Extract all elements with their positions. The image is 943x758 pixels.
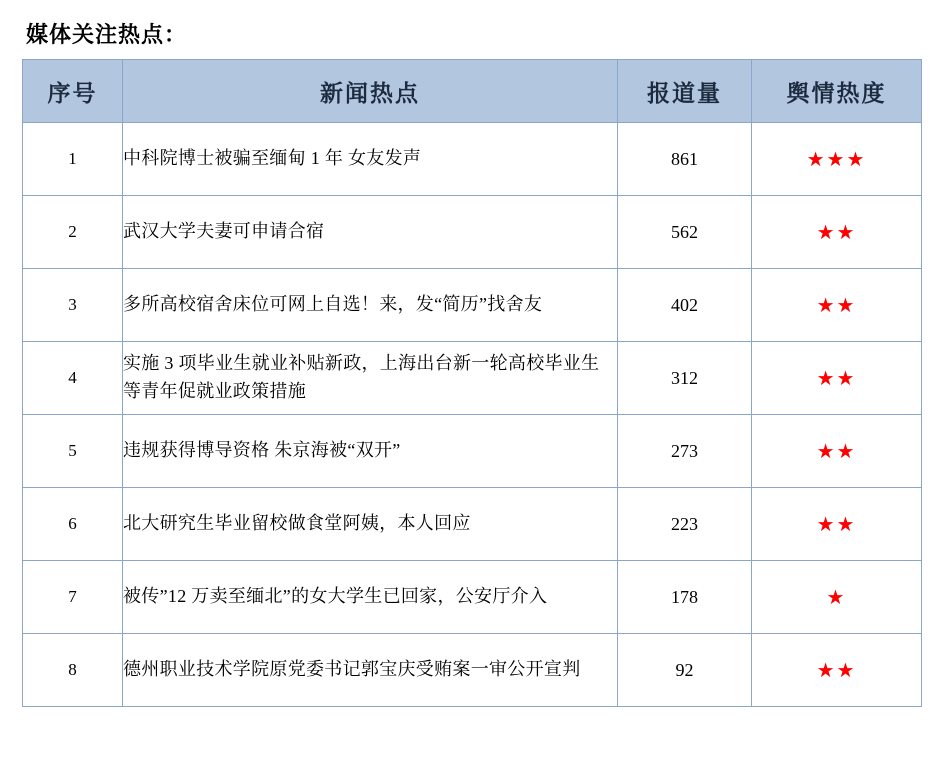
- cell-heat-rating: [752, 634, 922, 707]
- table-header-row: [23, 60, 922, 123]
- cell-index: 1: [23, 123, 123, 196]
- cell-news-hotspot: 武汉大学夫妻可申请合宿: [123, 196, 618, 269]
- cell-news-hotspot: 中科院博士被骗至缅甸 1 年 女友发声: [123, 123, 618, 196]
- star-icon: ★★: [816, 440, 857, 463]
- cell-news-hotspot: 实施 3 项毕业生就业补贴新政，上海出台新一轮高校毕业生等青年促就业政策措施: [123, 342, 618, 415]
- cell-heat-rating: [752, 269, 922, 342]
- cell-index: 8: [23, 634, 123, 707]
- cell-heat-rating: [752, 196, 922, 269]
- cell-news-hotspot: 北大研究生毕业留校做食堂阿姨，本人回应: [123, 488, 618, 561]
- column-header-count: 报道量: [618, 60, 752, 123]
- cell-index: 5: [23, 415, 123, 488]
- star-icon: ★★: [816, 513, 857, 536]
- cell-report-count: 92: [618, 634, 752, 707]
- cell-report-count: 562: [618, 196, 752, 269]
- cell-heat-rating: [752, 342, 922, 415]
- column-header-heat: 舆情热度: [752, 60, 922, 123]
- page-title: 媒体关注热点：: [26, 22, 188, 47]
- cell-news-hotspot: 多所高校宿舍床位可网上自选！来，发“简历”找舍友: [123, 269, 618, 342]
- table-row: [23, 634, 922, 707]
- star-icon: ★★: [816, 294, 857, 317]
- table-row: [23, 342, 922, 415]
- cell-index: 7: [23, 561, 123, 634]
- cell-report-count: 178: [618, 561, 752, 634]
- star-icon: ★: [826, 586, 847, 609]
- star-icon: ★★★: [806, 148, 867, 171]
- cell-news-hotspot: 违规获得博导资格 朱京海被“双开”: [123, 415, 618, 488]
- table-row: [23, 561, 922, 634]
- table-row: [23, 269, 922, 342]
- cell-news-hotspot: 被传”12 万卖至缅北”的女大学生已回家，公安厅介入: [123, 561, 618, 634]
- cell-index: 4: [23, 342, 123, 415]
- cell-news-hotspot: 德州职业技术学院原党委书记郭宝庆受贿案一审公开宣判: [123, 634, 618, 707]
- cell-report-count: 223: [618, 488, 752, 561]
- table-row: [23, 488, 922, 561]
- cell-report-count: 273: [618, 415, 752, 488]
- cell-report-count: 402: [618, 269, 752, 342]
- star-icon: ★★: [816, 659, 857, 682]
- table-row: [23, 415, 922, 488]
- star-icon: ★★: [816, 367, 857, 390]
- cell-report-count: 861: [618, 123, 752, 196]
- table-row: [23, 196, 922, 269]
- star-icon: ★★: [816, 221, 857, 244]
- cell-heat-rating: [752, 561, 922, 634]
- media-hotspot-table: [22, 59, 922, 707]
- cell-index: 6: [23, 488, 123, 561]
- table-header: [23, 60, 922, 123]
- cell-heat-rating: [752, 488, 922, 561]
- cell-report-count: 312: [618, 342, 752, 415]
- cell-index: 3: [23, 269, 123, 342]
- cell-index: 2: [23, 196, 123, 269]
- cell-heat-rating: [752, 123, 922, 196]
- column-header-news: 新闻热点: [123, 60, 618, 123]
- table-body: [23, 123, 922, 707]
- cell-heat-rating: [752, 415, 922, 488]
- column-header-index: 序号: [23, 60, 123, 123]
- table-row: [23, 123, 922, 196]
